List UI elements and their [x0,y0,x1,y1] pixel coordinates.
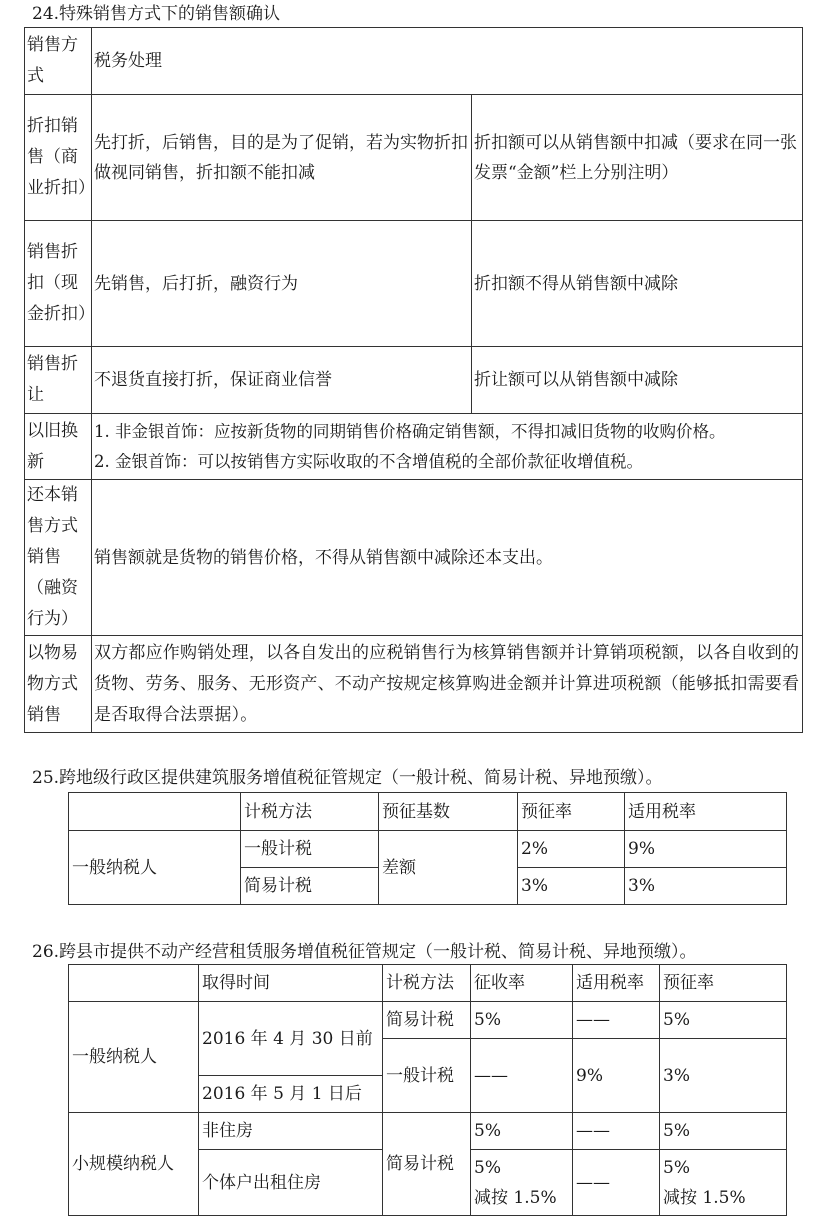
header-method: 销售方式 [25,28,92,95]
section-25-title: 25.跨地级行政区提供建筑服务增值税征管规定（一般计税、简易计税、异地预缴）。 [32,768,663,788]
table-row [25,347,803,414]
prepay-rate: 3% [518,868,625,905]
header-applicable-rate: 适用税率 [573,965,660,1002]
acquire-time: 2016 年 5 月 1 日后 [199,1076,383,1113]
levy-rate: —— [471,1039,573,1113]
row-desc: 销售额就是货物的销售价格，不得从销售额中减除还本支出。 [92,480,803,636]
row-desc: 不退货直接打折，保证商业信誉 [92,347,472,414]
tax-method: 简易计税 [383,1002,471,1039]
row-desc: 双方都应作购销处理，以各自发出的应税销售行为核算销售额并计算销项税额，以各自收到的货物、劳务、服务、无形资产、不动产按规定核算购进金额并计算进项税额（能够抵扣需要看是否取得合法票据）。 [92,636,803,733]
real-estate-lease-table [68,964,787,1216]
construction-service-table [68,792,787,905]
levy-rate-reduced: 减按 1.5% [474,1187,557,1208]
section-26-title: 26.跨县市提供不动产经营租赁服务增值税征管规定（一般计税、简易计税、异地预缴）。 [32,942,697,962]
table-row [69,1002,787,1039]
row-desc [92,414,803,480]
levy-rate: 5% [471,1002,573,1039]
row-method: 以物易物方式销售 [25,636,92,733]
header-levy-rate: 征收率 [471,965,573,1002]
tax-method: 一般计税 [241,831,379,868]
tax-method: 简易计税 [383,1113,471,1216]
table-row [25,414,803,480]
trade-in-line-2: 2. 金银首饰：可以按销售方实际收取的不含增值税的全部价款征收增值税。 [94,451,643,471]
row-desc: 先打折，后销售，目的是为了促销，若为实物折扣做视同销售，折扣额不能扣减 [92,95,472,221]
row-method: 销售折扣（现金折扣） [25,221,92,347]
row-treatment: 折扣额不得从销售额中减除 [472,221,803,347]
applicable-rate: 9% [573,1039,660,1113]
taxpayer-type: 小规模纳税人 [69,1113,199,1216]
prepay-base: 差额 [379,831,518,905]
header-empty [69,965,199,1002]
header-applicable-rate: 适用税率 [625,793,787,831]
header-prepay-rate: 预征率 [660,965,787,1002]
section-24-title: 24.特殊销售方式下的销售额确认 [32,4,281,24]
header-prepay-rate: 预征率 [518,793,625,831]
levy-rate [471,1150,573,1216]
row-desc: 先销售，后打折，融资行为 [92,221,472,347]
table-row [25,221,803,347]
header-tax-method: 计税方法 [241,793,379,831]
table-row [69,831,787,868]
levy-rate: 5% [471,1113,573,1150]
levy-rate-value: 5% [474,1157,501,1178]
row-method: 还本销售方式销售（融资行为） [25,480,92,636]
special-sales-table [24,27,803,733]
applicable-rate: —— [573,1150,660,1216]
tax-method: 简易计税 [241,868,379,905]
header-acquire-time: 取得时间 [199,965,383,1002]
prepay-rate-reduced: 减按 1.5% [663,1187,746,1208]
taxpayer-type: 一般纳税人 [69,831,241,905]
applicable-rate: —— [573,1113,660,1150]
table-header-row [25,28,803,95]
row-treatment: 折让额可以从销售额中减除 [472,347,803,414]
prepay-rate: 5% [660,1113,787,1150]
row-method: 折扣销售（商业折扣） [25,95,92,221]
header-tax-method: 计税方法 [383,965,471,1002]
row-treatment: 折扣额可以从销售额中扣减（要求在同一张发票“金额”栏上分别注明） [472,95,803,221]
header-treatment: 税务处理 [92,28,803,95]
header-empty [69,793,241,831]
table-row [25,480,803,636]
row-method: 销售折让 [25,347,92,414]
header-prepay-base: 预征基数 [379,793,518,831]
acquire-time: 2016 年 4 月 30 日前 [199,1002,383,1076]
table-row [69,1113,787,1150]
applicable-rate: —— [573,1002,660,1039]
table-header-row [69,965,787,1002]
prepay-rate: 2% [518,831,625,868]
table-row [25,636,803,733]
prepay-rate-value: 5% [663,1157,690,1178]
prepay-rate [660,1150,787,1216]
table-header-row [69,793,787,831]
applicable-rate: 9% [625,831,787,868]
tax-method: 一般计税 [383,1039,471,1113]
taxpayer-type: 一般纳税人 [69,1002,199,1113]
row-method: 以旧换新 [25,414,92,480]
acquire-time: 个体户出租住房 [199,1150,383,1216]
trade-in-line-1: 1. 非金银首饰：应按新货物的同期销售价格确定销售额，不得扣减旧货物的收购价格。 [94,421,726,441]
prepay-rate: 3% [660,1039,787,1113]
prepay-rate: 5% [660,1002,787,1039]
applicable-rate: 3% [625,868,787,905]
table-row [25,95,803,221]
acquire-time: 非住房 [199,1113,383,1150]
